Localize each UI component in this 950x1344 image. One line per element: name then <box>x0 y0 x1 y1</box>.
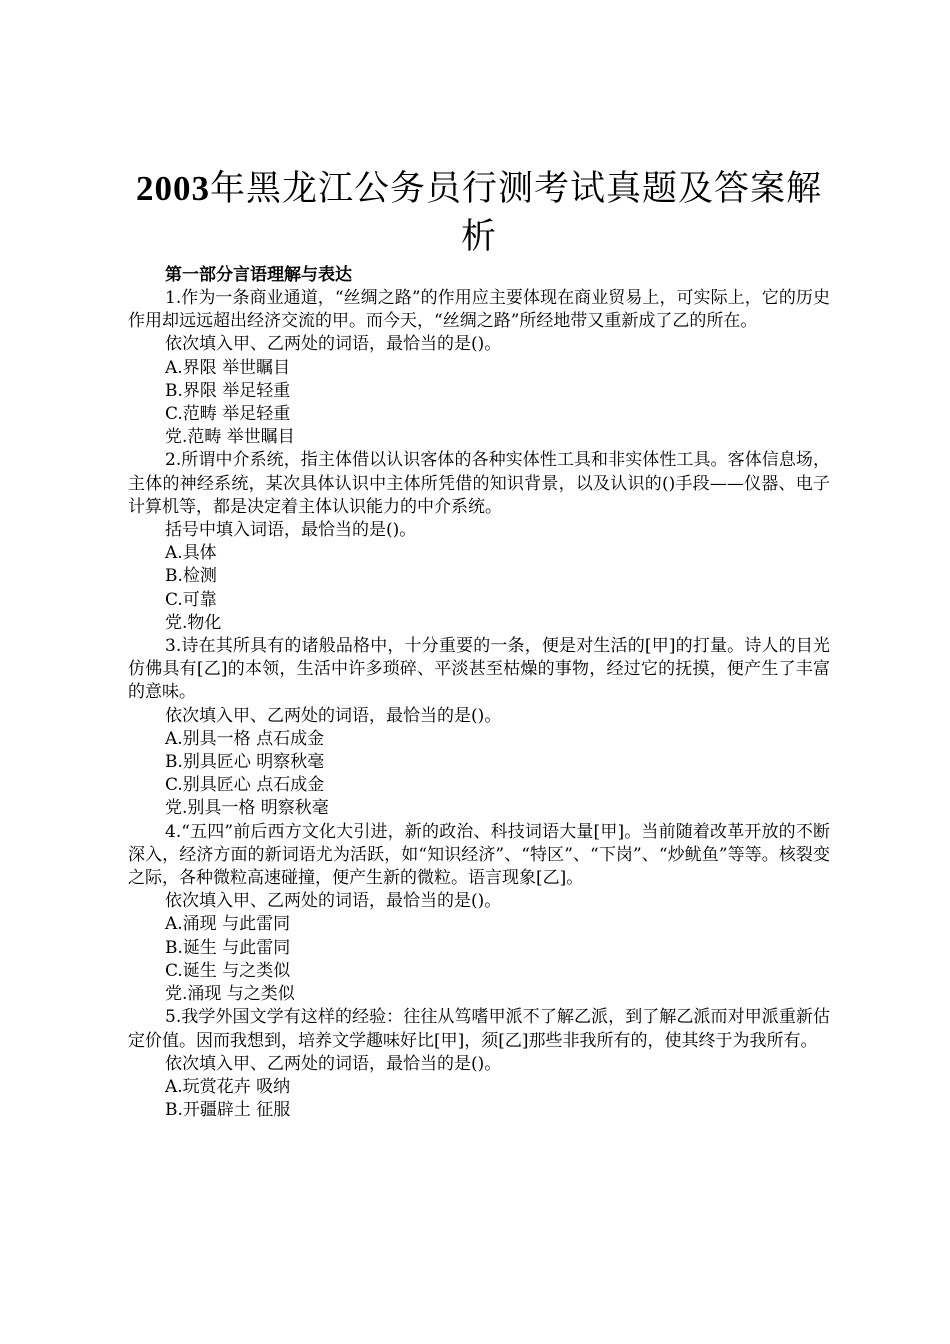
option-b: B.检测 <box>165 566 217 587</box>
section-heading: 第一部分言语理解与表达 <box>165 265 352 285</box>
option-c: C.范畴 举足轻重 <box>165 404 291 425</box>
question-1 <box>128 287 830 449</box>
option-b: B.诞生 与此雷同 <box>165 937 291 958</box>
option-b: B.开疆辟土 征服 <box>165 1100 291 1121</box>
option-a: A.界限 举世瞩目 <box>165 357 291 378</box>
document-page <box>128 165 830 1122</box>
option-c: C.别具匠心 点石成金 <box>165 775 325 796</box>
question-prompt: 括号中填入词语，最恰当的是()。 <box>165 520 417 541</box>
question-3 <box>128 635 830 821</box>
option-c: C.可靠 <box>165 589 217 610</box>
option-c: C.诞生 与之类似 <box>165 960 291 981</box>
option-a: A.别具一格 点石成金 <box>165 728 325 749</box>
option-b: B.界限 举足轻重 <box>165 380 291 401</box>
title-text: 年黑龙江公务员行测考试真题及答案解析 <box>209 169 822 257</box>
question-stem: 1.作为一条商业通道，“丝绸之路”的作用应主要体现在商业贸易上，可实际上，它的历史作用却远远超出经济交流的甲。而今天，“丝绸之路”所经地带又重新成了乙的所在。 <box>128 288 830 332</box>
question-stem: 2.所谓中介系统，指主体借以认识客体的各种实体性工具和非实体性工具。客体信息场，主体的神经系统，某次具体认识中主体所凭借的知识背景，以及认识的()手段——仪器、电子计算机等，都是决定着主体认识能力的中介系统。 <box>128 450 830 517</box>
question-4 <box>128 821 830 1007</box>
question-prompt: 依次填入甲、乙两处的词语，最恰当的是()。 <box>165 891 502 912</box>
option-a: A.玩赏花卉 吸纳 <box>165 1076 291 1097</box>
title-year: 2003 <box>135 169 210 208</box>
document-title <box>128 165 830 261</box>
option-d: 党.涌现 与之类似 <box>165 984 295 1005</box>
option-b: B.别具匠心 明察秋毫 <box>165 752 325 773</box>
question-prompt: 依次填入甲、乙两处的词语，最恰当的是()。 <box>165 1053 502 1074</box>
option-d: 党.物化 <box>165 612 222 633</box>
question-2 <box>128 449 830 635</box>
question-stem: 5.我学外国文学有这样的经验：往往从笃嗜甲派不了解乙派，到了解乙派而对甲派重新估定价值。因而我想到，培养文学趣味好比[甲]，须[乙]那些非我所有的，使其终于为我所有。 <box>128 1007 830 1051</box>
option-a: A.具体 <box>165 543 217 564</box>
question-prompt: 依次填入甲、乙两处的词语，最恰当的是()。 <box>165 705 502 726</box>
option-a: A.涌现 与此雷同 <box>165 914 291 935</box>
option-d: 党.别具一格 明察秋毫 <box>165 798 329 819</box>
question-prompt: 依次填入甲、乙两处的词语，最恰当的是()。 <box>165 334 502 355</box>
question-stem: 4.“五四”前后西方文化大引进，新的政治、科技词语大量[甲]。当前随着改革开放的不断深入，经济方面的新词语尤为活跃，如“知识经济”、“特区”、“下岗”、“炒鱿鱼”等等。核裂变之际，各种微粒高速碰撞，便产生新的微粒。语言现象[乙]。 <box>128 821 830 889</box>
question-stem: 3.诗在其所具有的诸般品格中，十分重要的一条，便是对生活的[甲]的打量。诗人的目光仿佛具有[乙]的本领，生活中许多琐碎、平淡甚至枯燥的事物，经过它的抚摸，便产生了丰富的意味。 <box>128 636 830 703</box>
option-d: 党.范畴 举世瞩目 <box>165 427 295 448</box>
question-5 <box>128 1006 830 1122</box>
